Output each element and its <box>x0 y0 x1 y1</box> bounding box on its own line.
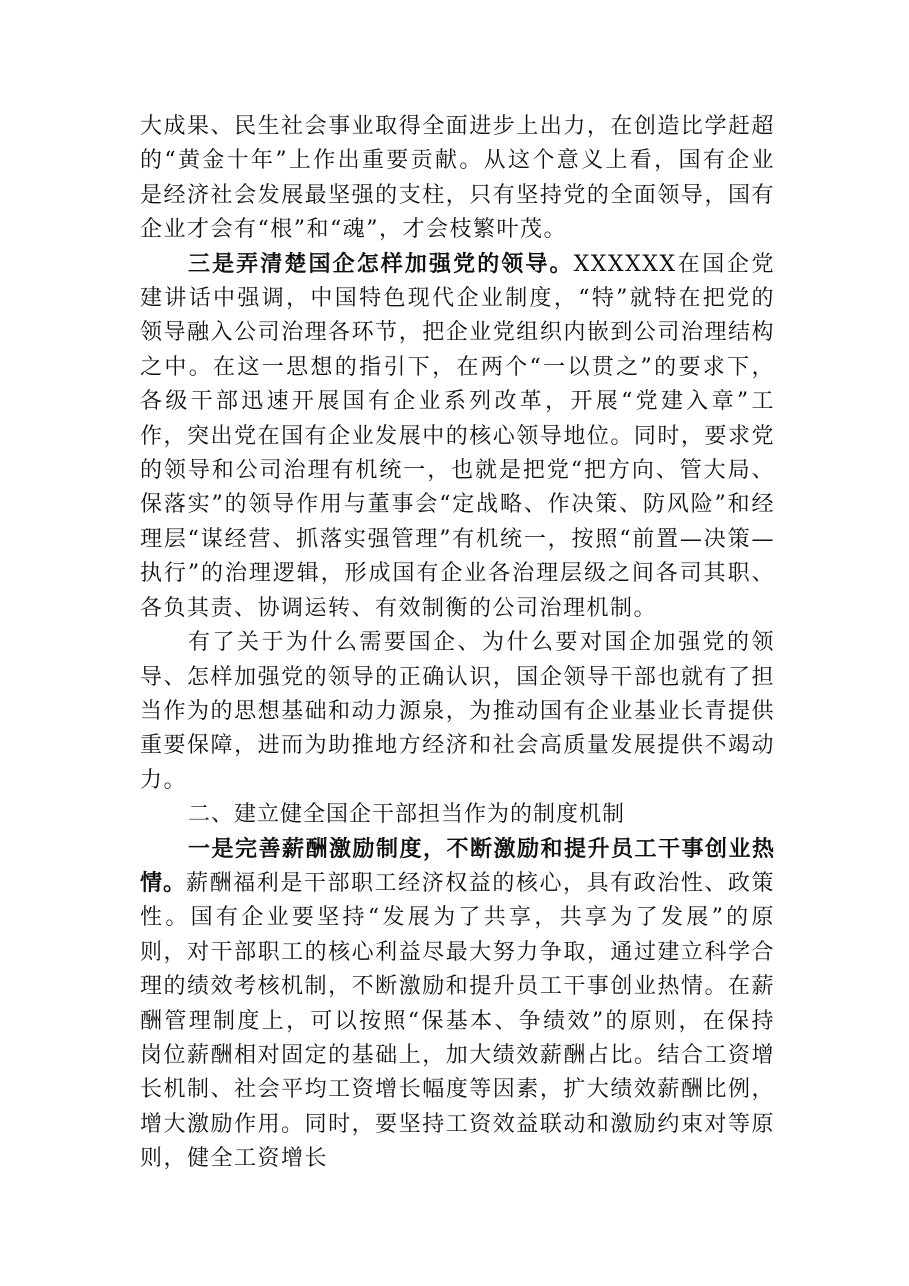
paragraph-2-lead: 三是弄清楚国企怎样加强党的领导。 <box>188 251 574 277</box>
paragraph-5-text: 薪酬福利是干部职工经济权益的核心，具有政治性、政策性。国有企业要坚持“发展为了共享，共享为了发展”的原则，对干部职工的核心利益尽最大努力争取，通过建立科学合理的绩效考核机制，不断激励和提升员工干事创业热情。在薪酬管理制度上，可以按照“保基本、争绩效”的原则，在保持岗位薪酬相对固定的基础上，加大绩效薪酬占比。结合工资增长机制、社会平均工资增长幅度等因素，扩大绩效薪酬比例，增大激励作用。同时，要坚持工资效益联动和激励约束对等原则，健全工资增长 <box>140 870 775 1172</box>
paragraph-5-lead: 一是完善薪酬激励制度，不断激励和提升员工干事创业热情。 <box>140 836 775 896</box>
paragraph-2 <box>140 248 775 626</box>
paragraph-5 <box>140 833 775 1177</box>
paragraph-3 <box>140 626 775 798</box>
paragraph-1 <box>140 110 775 248</box>
paragraph-3-text: 有了关于为什么需要国企、为什么要对国企加强党的领导、怎样加强党的领导的正确认识，国企领导干部也就有了担当作为的思想基础和动力源泉，为推动国有企业基业长青提供重要保障，进而为助推地方经济和社会高质量发展提供不竭动力。 <box>140 630 775 793</box>
document-page <box>140 110 775 1177</box>
paragraph-1-text: 大成果、民生社会事业取得全面进步上出力，在创造比学赶超的“黄金十年”上作出重要贡献。从这个意义上看，国有企业是经济社会发展最坚强的支柱，只有坚持党的全面领导，国有企业才会有“根”和“魂”，才会枝繁叶茂。 <box>140 114 775 243</box>
section-heading <box>140 798 775 832</box>
paragraph-2-text: XXXXXX在国企党建讲话中强调，中国特色现代企业制度，“特”就特在把党的领导融入公司治理各环节，把企业党组织内嵌到公司治理结构之中。在这一思想的指引下，在两个“一以贯之”的要求下，各级干部迅速开展国有企业系列改革，开展“党建入章”工作，突出党在国有企业发展中的核心领导地位。同时，要求党的领导和公司治理有机统一，也就是把党“把方向、管大局、保落实”的领导作用与董事会“定战略、作决策、防风险”和经理层“谋经营、抓落实强管理”有机统一，按照“前置—决策—执行”的治理逻辑，形成国有企业各治理层级之间各司其职、各负其责、协调运转、有效制衡的公司治理机制。 <box>140 251 775 621</box>
section-heading-text: 二、建立健全国企干部担当作为的制度机制 <box>188 802 626 828</box>
